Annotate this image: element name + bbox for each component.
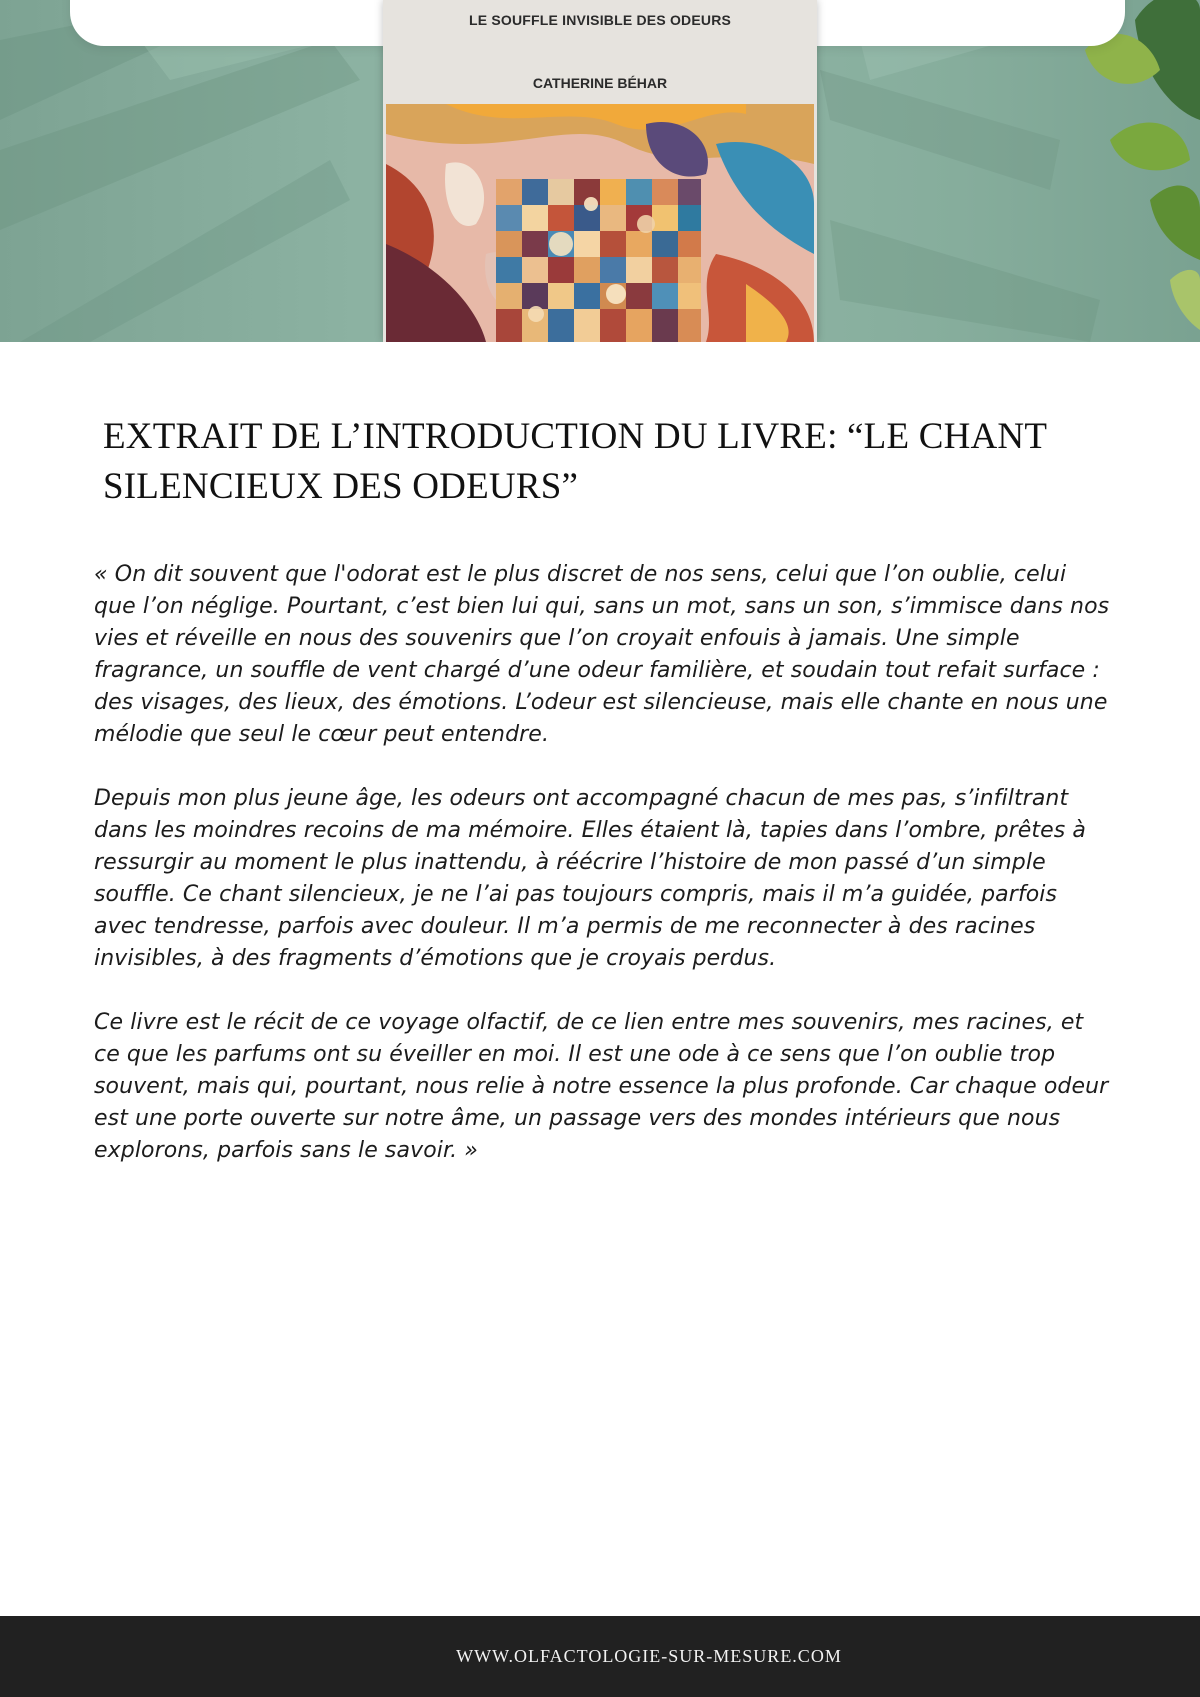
paragraph-3: Ce livre est le récit de ce voyage olfactif, de ce lien entre mes souvenirs, mes racines, et ce que les parfums ont su éveiller en moi. Il est une ode à ce sens que l’on oublie trop souvent, mais qui, pourtant, nous relie à notre essence la plus profonde. Car chaque odeur est une porte ouverte sur notre âme, un passage vers des mondes intérieurs que nous explorons, parfois sans le savoir. »: [94, 1010, 1109, 1163]
paragraph-2: Depuis mon plus jeune âge, les odeurs ont accompagné chacun de mes pas, s’infiltrant dans les moindres recoins de ma mémoire. Elles étaient là, tapies dans l’ombre, prêtes à ressurgir au moment le plus inattendu, à réécrire l’histoire de mon passé d’un simple souffle. Ce chant silencieux, je ne l’ai pas toujours compris, mais il m’a guidée, parfois avec tendresse, parfois avec douleur. Il m’a permis de me reconnecter à des racines invisibles, à des fragments d’émotions que je croyais perdus.: [94, 786, 1087, 971]
website-url-link[interactable]: WWW.OLFACTOLOGIE-SUR-MESURE.COM: [456, 1646, 842, 1666]
article-title: EXTRAIT DE L’INTRODUCTION DU LIVRE: “LE CHANT SILENCIEUX DES ODEURS”: [103, 416, 1047, 507]
mosaic-pattern: [496, 179, 701, 342]
cover-author: CATHERINE BÉHAR: [532, 75, 668, 91]
book-cover: [383, 0, 817, 342]
footer: [0, 1616, 1200, 1697]
header-banner: [0, 0, 1200, 342]
cover-title: LE SOUFFLE INVISIBLE DES ODEURS: [468, 12, 732, 28]
paragraph-1: « On dit souvent que l'odorat est le plus discret de nos sens, celui que l’on oublie, celui que l’on néglige. Pourtant, c’est bien lui qui, sans un mot, sans un son, s’immisce dans nos vies et réveille en nous des souvenirs que l’on croyait enfouis à jamais. Une simple fragrance, un souffle de vent chargé d’une odeur familière, et soudain tout refait surface : des visages, des lieux, des émotions. L’odeur est silencieuse, mais elle chante en nous une mélodie que seul le cœur peut entendre.: [94, 562, 1110, 747]
article-body: [94, 559, 1114, 1199]
cover-artwork: [386, 104, 814, 342]
